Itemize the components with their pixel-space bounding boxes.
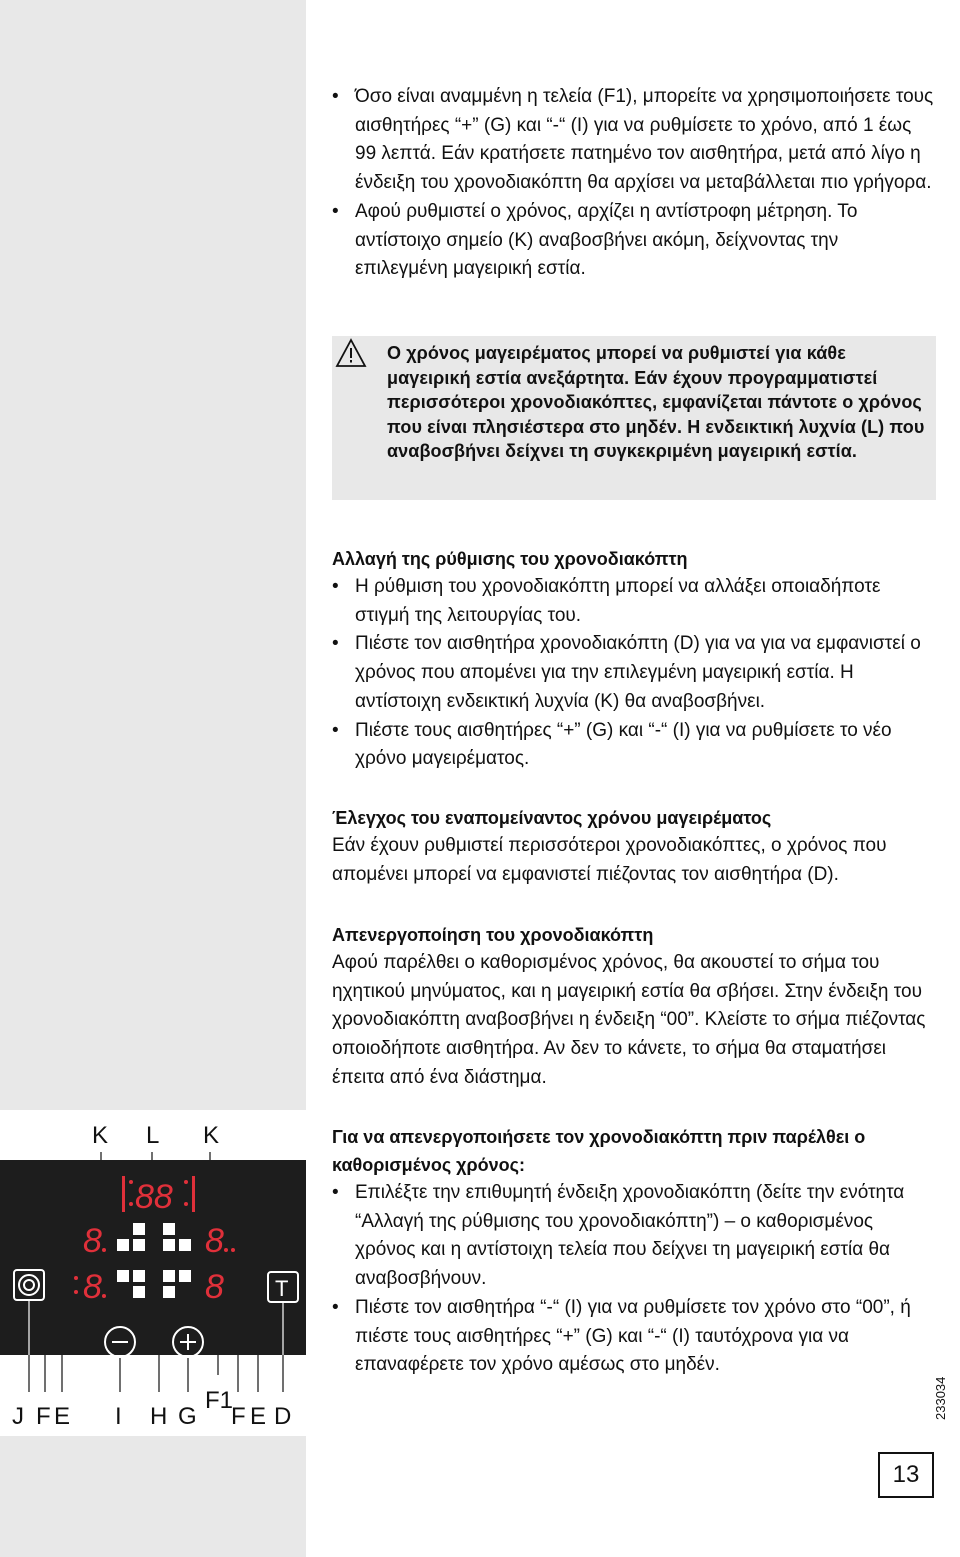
label-e-left: E — [54, 1403, 71, 1430]
intro-section — [332, 83, 936, 284]
section-title: Απενεργοποίηση του χρονοδιακόπτη — [332, 925, 654, 945]
change-list — [332, 573, 936, 774]
list-item: • Η ρύθμιση του χρονοδιακόπτη μπορεί να αλλάξει οποιαδήποτε στιγμή της λειτουργίας του. — [332, 573, 936, 630]
label-k-left: K — [92, 1122, 109, 1149]
label-j: J — [12, 1403, 24, 1430]
intro-list — [332, 83, 936, 284]
zone-display-right-top: 8 — [205, 1222, 224, 1260]
zone-display-left-bottom: 8 — [83, 1268, 102, 1306]
list-item: • Επιλέξτε την επιθυμητή ένδειξη χρονοδιακόπτη (δείτε την ενότητα “Αλλαγή της ρύθμισης του χρονοδιακόπτη”) – ο καθορισμένος χρόνος και η αντίστοιχη τελεία που δείχνει τη μαγειρική εστία θα αναβοσβήνουν. — [332, 1179, 936, 1294]
zone-display-left-top: 8 — [83, 1222, 102, 1260]
zone-icon-rear-left — [117, 1270, 145, 1298]
label-f1: F1 — [205, 1387, 234, 1414]
list-item: • Όσο είναι αναμμένη η τελεία (F1), μπορείτε να χρησιμοποιήσετε τους αισθητήρες “+” (G) και “-“ (I) για να ρυθμίσετε το χρόνο, από 1 έως 99 λεπτά. Εάν κρατήσετε πατημένο τον αισθητήρα, μετά από λίγο η ένδειξη του χρονοδιακόπτη θα αρχίσει να μεταβάλλεται πιο γρήγορα. — [332, 83, 936, 198]
section-text: Αφού παρέλθει ο καθορισμένος χρόνος, θα ακουστεί το σήμα του ηχητικού μηνύματος, και η μαγειρική εστία θα σβήσει. Στην ένδειξη του χρονοδιακόπτη αναβοσβήνει η ένδειξη “00”. Κλείστε το σήμα πιέζοντας οποιοδήποτε αισθητήρα. Αν δεν το κάνετε, το σήμα θα σταματήσει έπειτα από ένα διάστημα. — [332, 952, 926, 1088]
zone-icon-rear-right — [163, 1270, 191, 1298]
document-code: 233034 — [933, 1376, 948, 1420]
list-item: • Πιέστε τους αισθητήρες “+” (G) και “-“ (I) για να ρυθμίσετε το νέο χρόνο μαγειρέματος. — [332, 717, 936, 774]
warning-text: Ο χρόνος μαγειρέματος μπορεί να ρυθμιστεί για κάθε μαγειρική εστία ανεξάρτητα. Εάν έχουν προγραμματιστεί περισσότεροι χρονοδιακόπτες, εμφανίζεται πάντοτε ο χρόνος που είναι πλησιέστερα στο μηδέν. Η ενδεικτική λυχνία (L) που αναβοσβήνει δείχνει τη συγκεκριμένη μαγειρική εστία. — [387, 343, 925, 462]
label-e-right: E — [250, 1403, 267, 1430]
page-number: 13 — [878, 1452, 934, 1498]
label-g: G — [178, 1403, 197, 1430]
svg-text:88: 88 — [135, 1178, 173, 1216]
svg-text:T: T — [275, 1276, 289, 1301]
label-f-left: F — [36, 1403, 51, 1430]
section-title: Αλλαγή της ρύθμισης του χρονοδιακόπτη — [332, 549, 688, 569]
check-section — [332, 804, 936, 889]
zone-icon-front-left — [117, 1223, 145, 1251]
change-section — [332, 545, 936, 774]
section-text: Εάν έχουν ρυθμιστεί περισσότεροι χρονοδιακόπτες, ο χρόνος που απομένει μπορεί να εμφανιστεί πιέζοντας τον αισθητήρα (D). — [332, 835, 887, 885]
sidebar-background-bottom — [0, 1436, 306, 1557]
list-item: • Πιέστε τον αισθητήρα “-“ (I) για να ρυθμίσετε τον χρόνο στο “00”, ή πιέστε τους αισθητήρες “+” (G) και “-“ (I) ταυτόχρονα για να επαναφέρετε τον χρόνο αμέσως στο μηδέν. — [332, 1294, 936, 1380]
section-title: Για να απενεργοποιήσετε τον χρονοδιακόπτη πριν παρέλθει ο καθορισμένος χρόνος: — [332, 1127, 866, 1175]
section-title: Έλεγχος του εναπομείναντος χρόνου μαγειρέματος — [332, 808, 772, 828]
control-panel-diagram — [0, 1110, 306, 1440]
deactivate-section — [332, 921, 936, 1093]
warning-triangle-icon — [335, 338, 367, 368]
list-item: • Πιέστε τον αισθητήρα χρονοδιακόπτη (D) για να για να εμφανιστεί ο χρόνος που απομένει για την επιλεγμένη μαγειρική εστία. Η αντίστοιχη ενδεικτική λυχνία (K) θα αναβοσβήνει. — [332, 630, 936, 716]
label-d: D — [274, 1403, 292, 1430]
zone-icon-front-right — [163, 1223, 191, 1251]
warning-box — [332, 336, 936, 500]
label-l: L — [146, 1122, 160, 1149]
list-item: • Αφού ρυθμιστεί ο χρόνος, αρχίζει η αντίστροφη μέτρηση. Το αντίστοιχο σημείο (K) αναβοσβήνει ακόμη, δείχνοντας την επιλεγμένη μαγειρική εστία. — [332, 198, 936, 284]
sidebar-background — [0, 0, 306, 1110]
before-section — [332, 1123, 936, 1380]
label-h: H — [150, 1403, 168, 1430]
zone-display-right-bottom: 8 — [205, 1268, 224, 1306]
before-list — [332, 1179, 936, 1380]
label-i: I — [115, 1403, 122, 1430]
label-f-right: F — [231, 1403, 246, 1430]
label-k-right: K — [203, 1122, 220, 1149]
